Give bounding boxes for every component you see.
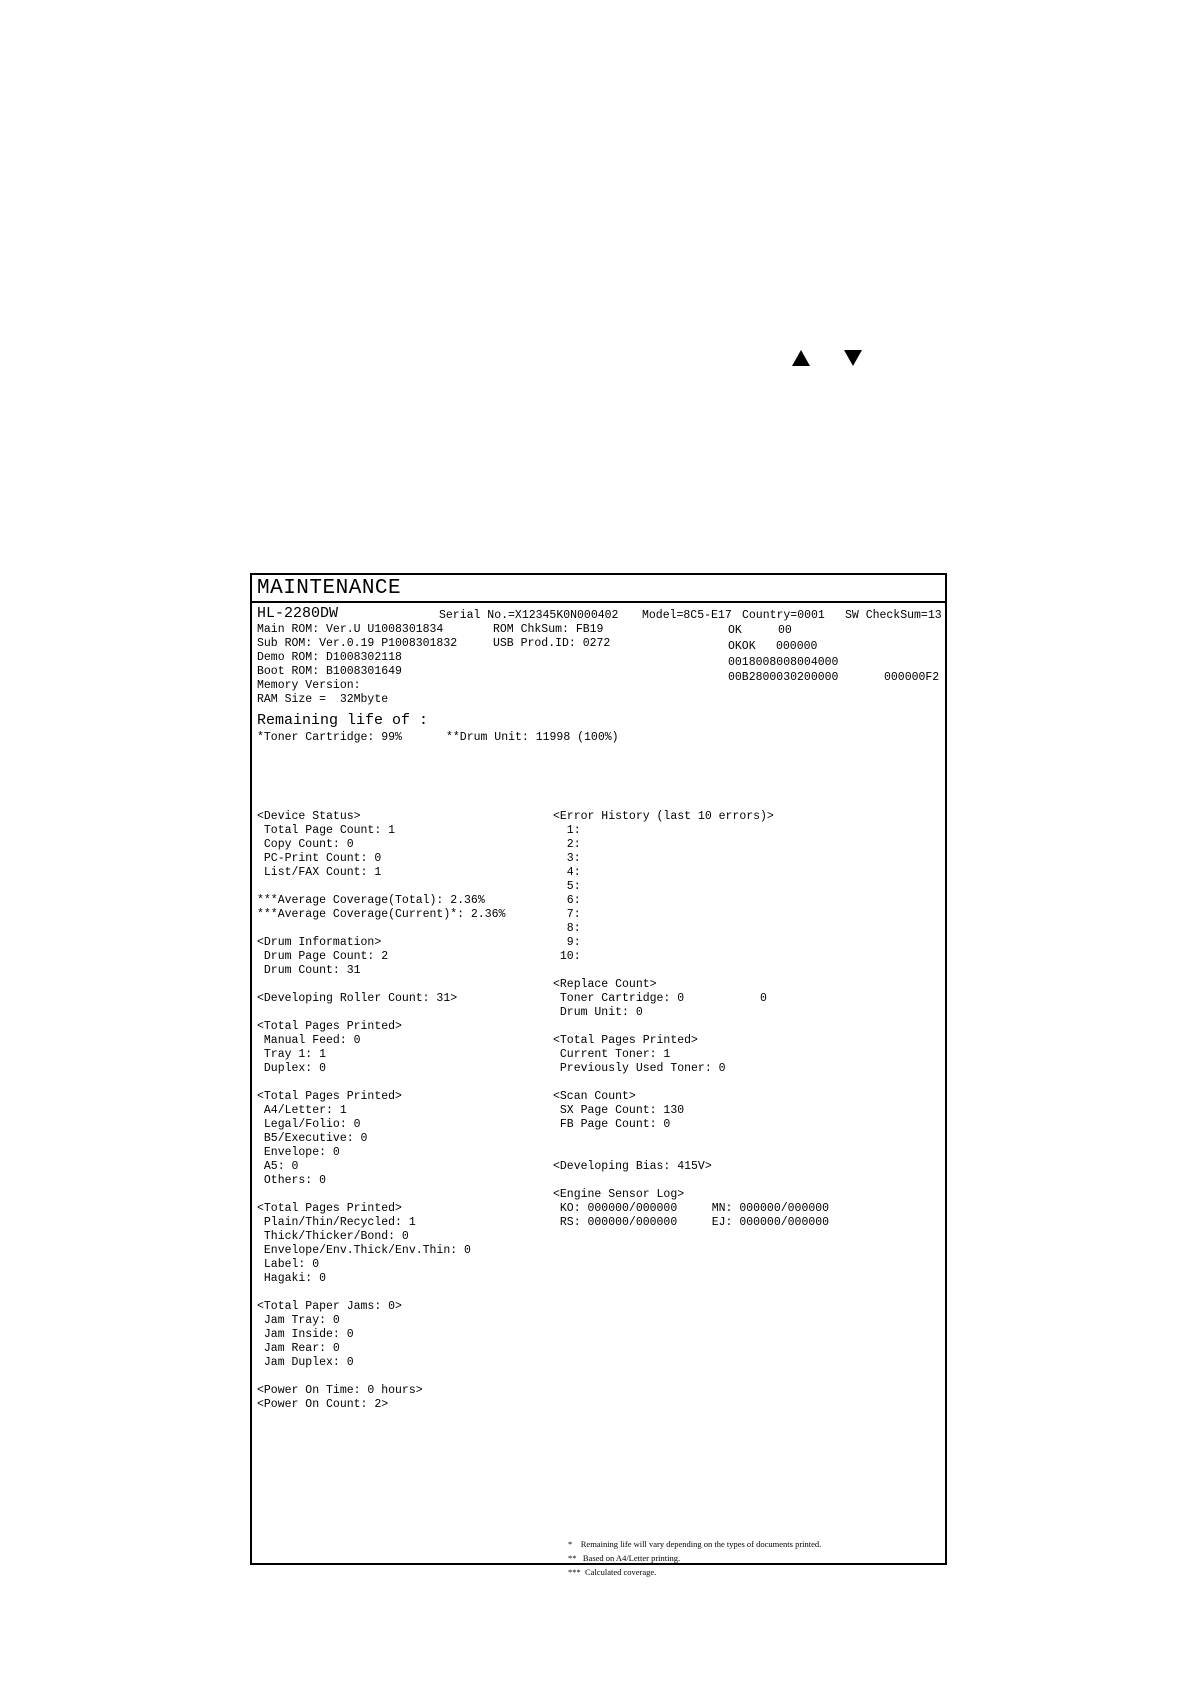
okok-value: 000000	[776, 640, 818, 653]
spacer	[553, 1146, 829, 1160]
spacer	[553, 1020, 829, 1034]
report-title: MAINTENANCE	[257, 577, 402, 600]
report-line: Toner Cartridge: 0 0	[553, 992, 767, 1005]
report-line: Hagaki: 0	[257, 1272, 327, 1285]
report-line: Jam Duplex: 0	[257, 1356, 354, 1369]
report-line: Others: 0	[257, 1174, 327, 1187]
rom-checksum: ROM ChkSum: FB19	[493, 623, 604, 636]
up-arrow-icon	[792, 350, 810, 366]
usb-product-id: USB Prod.ID: 0272	[493, 637, 611, 650]
spacer	[257, 1006, 505, 1020]
sub-rom: Sub ROM: Ver.0.19 P1008301832	[257, 637, 458, 650]
main-rom: Main ROM: Ver.U U1008301834	[257, 623, 444, 636]
report-line: ***Average Coverage(Current)*: 2.36%	[257, 908, 506, 921]
report-line: Thick/Thicker/Bond: 0	[257, 1230, 409, 1243]
okok-label: OKOK	[728, 640, 756, 653]
report-line: Drum Page Count: 2	[257, 950, 389, 963]
sw-checksum: SW CheckSum=13	[845, 609, 942, 622]
toner-remaining: *Toner Cartridge: 99%	[257, 731, 402, 744]
footnote-line: ** Based on A4/Letter printing.	[568, 1553, 681, 1563]
title-divider	[252, 601, 945, 603]
ok-label: OK	[728, 624, 742, 637]
code-2: 00B2800030200000	[728, 671, 839, 684]
report-line: PC-Print Count: 0	[257, 852, 382, 865]
report-line: Copy Count: 0	[257, 838, 354, 851]
navigation-arrows	[792, 350, 872, 368]
report-line: ***Average Coverage(Total): 2.36%	[257, 894, 485, 907]
spacer	[553, 964, 829, 978]
demo-rom: Demo ROM: D1008302118	[257, 651, 402, 664]
drum-remaining: **Drum Unit: 11998 (100%)	[446, 731, 619, 744]
spacer	[553, 1174, 829, 1188]
report-line: <Total Paper Jams: 0>	[257, 1300, 402, 1313]
report-line: A4/Letter: 1	[257, 1104, 347, 1117]
report-line: <Developing Roller Count: 31>	[257, 992, 458, 1005]
ok-value: 00	[778, 624, 792, 637]
report-line: KO: 000000/000000 MN: 000000/000000	[553, 1202, 830, 1215]
report-line: Current Toner: 1	[553, 1048, 671, 1061]
footnote-line: * Remaining life will vary depending on the types of documents printed.	[568, 1539, 822, 1549]
report-line: Total Page Count: 1	[257, 824, 396, 837]
report-line: <Device Status>	[257, 810, 361, 823]
report-line: 10:	[553, 950, 581, 963]
report-line: <Error History (last 10 errors)>	[553, 810, 774, 823]
code-1: 0018008008004000	[728, 656, 839, 669]
spacer	[257, 978, 505, 992]
report-line: <Engine Sensor Log>	[553, 1188, 685, 1201]
report-line: <Developing Bias: 415V>	[553, 1160, 712, 1173]
report-line: <Total Pages Printed>	[257, 1090, 402, 1103]
report-line: 9:	[553, 936, 581, 949]
report-line: SX Page Count: 130	[553, 1104, 685, 1117]
report-line: Previously Used Toner: 0	[553, 1062, 726, 1075]
report-line: Drum Count: 31	[257, 964, 361, 977]
report-line: Tray 1: 1	[257, 1048, 327, 1061]
spacer	[257, 1076, 505, 1090]
report-line: 8:	[553, 922, 581, 935]
footnotes	[568, 1537, 821, 1579]
memory-version: Memory Version:	[257, 679, 361, 692]
code-3: 000000F2	[884, 671, 940, 684]
report-line: 5:	[553, 880, 581, 893]
report-line: <Total Pages Printed>	[257, 1020, 402, 1033]
remaining-life-heading: Remaining life of :	[257, 712, 429, 729]
down-arrow-icon	[844, 350, 862, 366]
report-line: 1:	[553, 824, 581, 837]
report-line: Envelope: 0	[257, 1146, 340, 1159]
spacer	[257, 1370, 505, 1384]
report-line: 6:	[553, 894, 581, 907]
report-line: <Total Pages Printed>	[257, 1202, 402, 1215]
spacer	[553, 1076, 829, 1090]
report-line: 2:	[553, 838, 581, 851]
report-line: <Scan Count>	[553, 1090, 636, 1103]
report-line: RS: 000000/000000 EJ: 000000/000000	[553, 1216, 830, 1229]
report-line: Plain/Thin/Recycled: 1	[257, 1216, 416, 1229]
left-column	[257, 810, 505, 1412]
serial-number: Serial No.=X12345K0N000402	[439, 609, 619, 622]
report-line: 7:	[553, 908, 581, 921]
spacer	[257, 1286, 505, 1300]
footnote-line: *** Calculated coverage.	[568, 1567, 657, 1577]
report-line: <Total Pages Printed>	[553, 1034, 698, 1047]
report-line: B5/Executive: 0	[257, 1132, 368, 1145]
spacer	[553, 1132, 829, 1146]
report-line: FB Page Count: 0	[553, 1118, 671, 1131]
report-line: <Replace Count>	[553, 978, 657, 991]
country-code: Country=0001	[742, 609, 825, 622]
model-name: HL-2280DW	[257, 605, 339, 622]
model-code: Model=8C5-E17	[642, 609, 732, 622]
maintenance-report	[250, 573, 947, 1577]
report-line: 4:	[553, 866, 581, 879]
report-line: Jam Tray: 0	[257, 1314, 340, 1327]
report-line: Label: 0	[257, 1258, 320, 1271]
report-line: <Power On Time: 0 hours>	[257, 1384, 423, 1397]
report-line: List/FAX Count: 1	[257, 866, 382, 879]
report-line: Duplex: 0	[257, 1062, 327, 1075]
report-line: Jam Inside: 0	[257, 1328, 354, 1341]
report-line: Envelope/Env.Thick/Env.Thin: 0	[257, 1244, 471, 1257]
report-line: <Power On Count: 2>	[257, 1398, 389, 1411]
report-line: Legal/Folio: 0	[257, 1118, 361, 1131]
spacer	[257, 922, 505, 936]
spacer	[257, 1188, 505, 1202]
report-line: <Drum Information>	[257, 936, 382, 949]
report-line: 3:	[553, 852, 581, 865]
ram-size: RAM Size = 32Mbyte	[257, 693, 389, 706]
boot-rom: Boot ROM: B1008301649	[257, 665, 402, 678]
report-line: A5: 0	[257, 1160, 299, 1173]
report-line: Jam Rear: 0	[257, 1342, 340, 1355]
spacer	[257, 880, 505, 894]
right-column	[553, 810, 829, 1230]
report-line: Drum Unit: 0	[553, 1006, 643, 1019]
report-line: Manual Feed: 0	[257, 1034, 361, 1047]
